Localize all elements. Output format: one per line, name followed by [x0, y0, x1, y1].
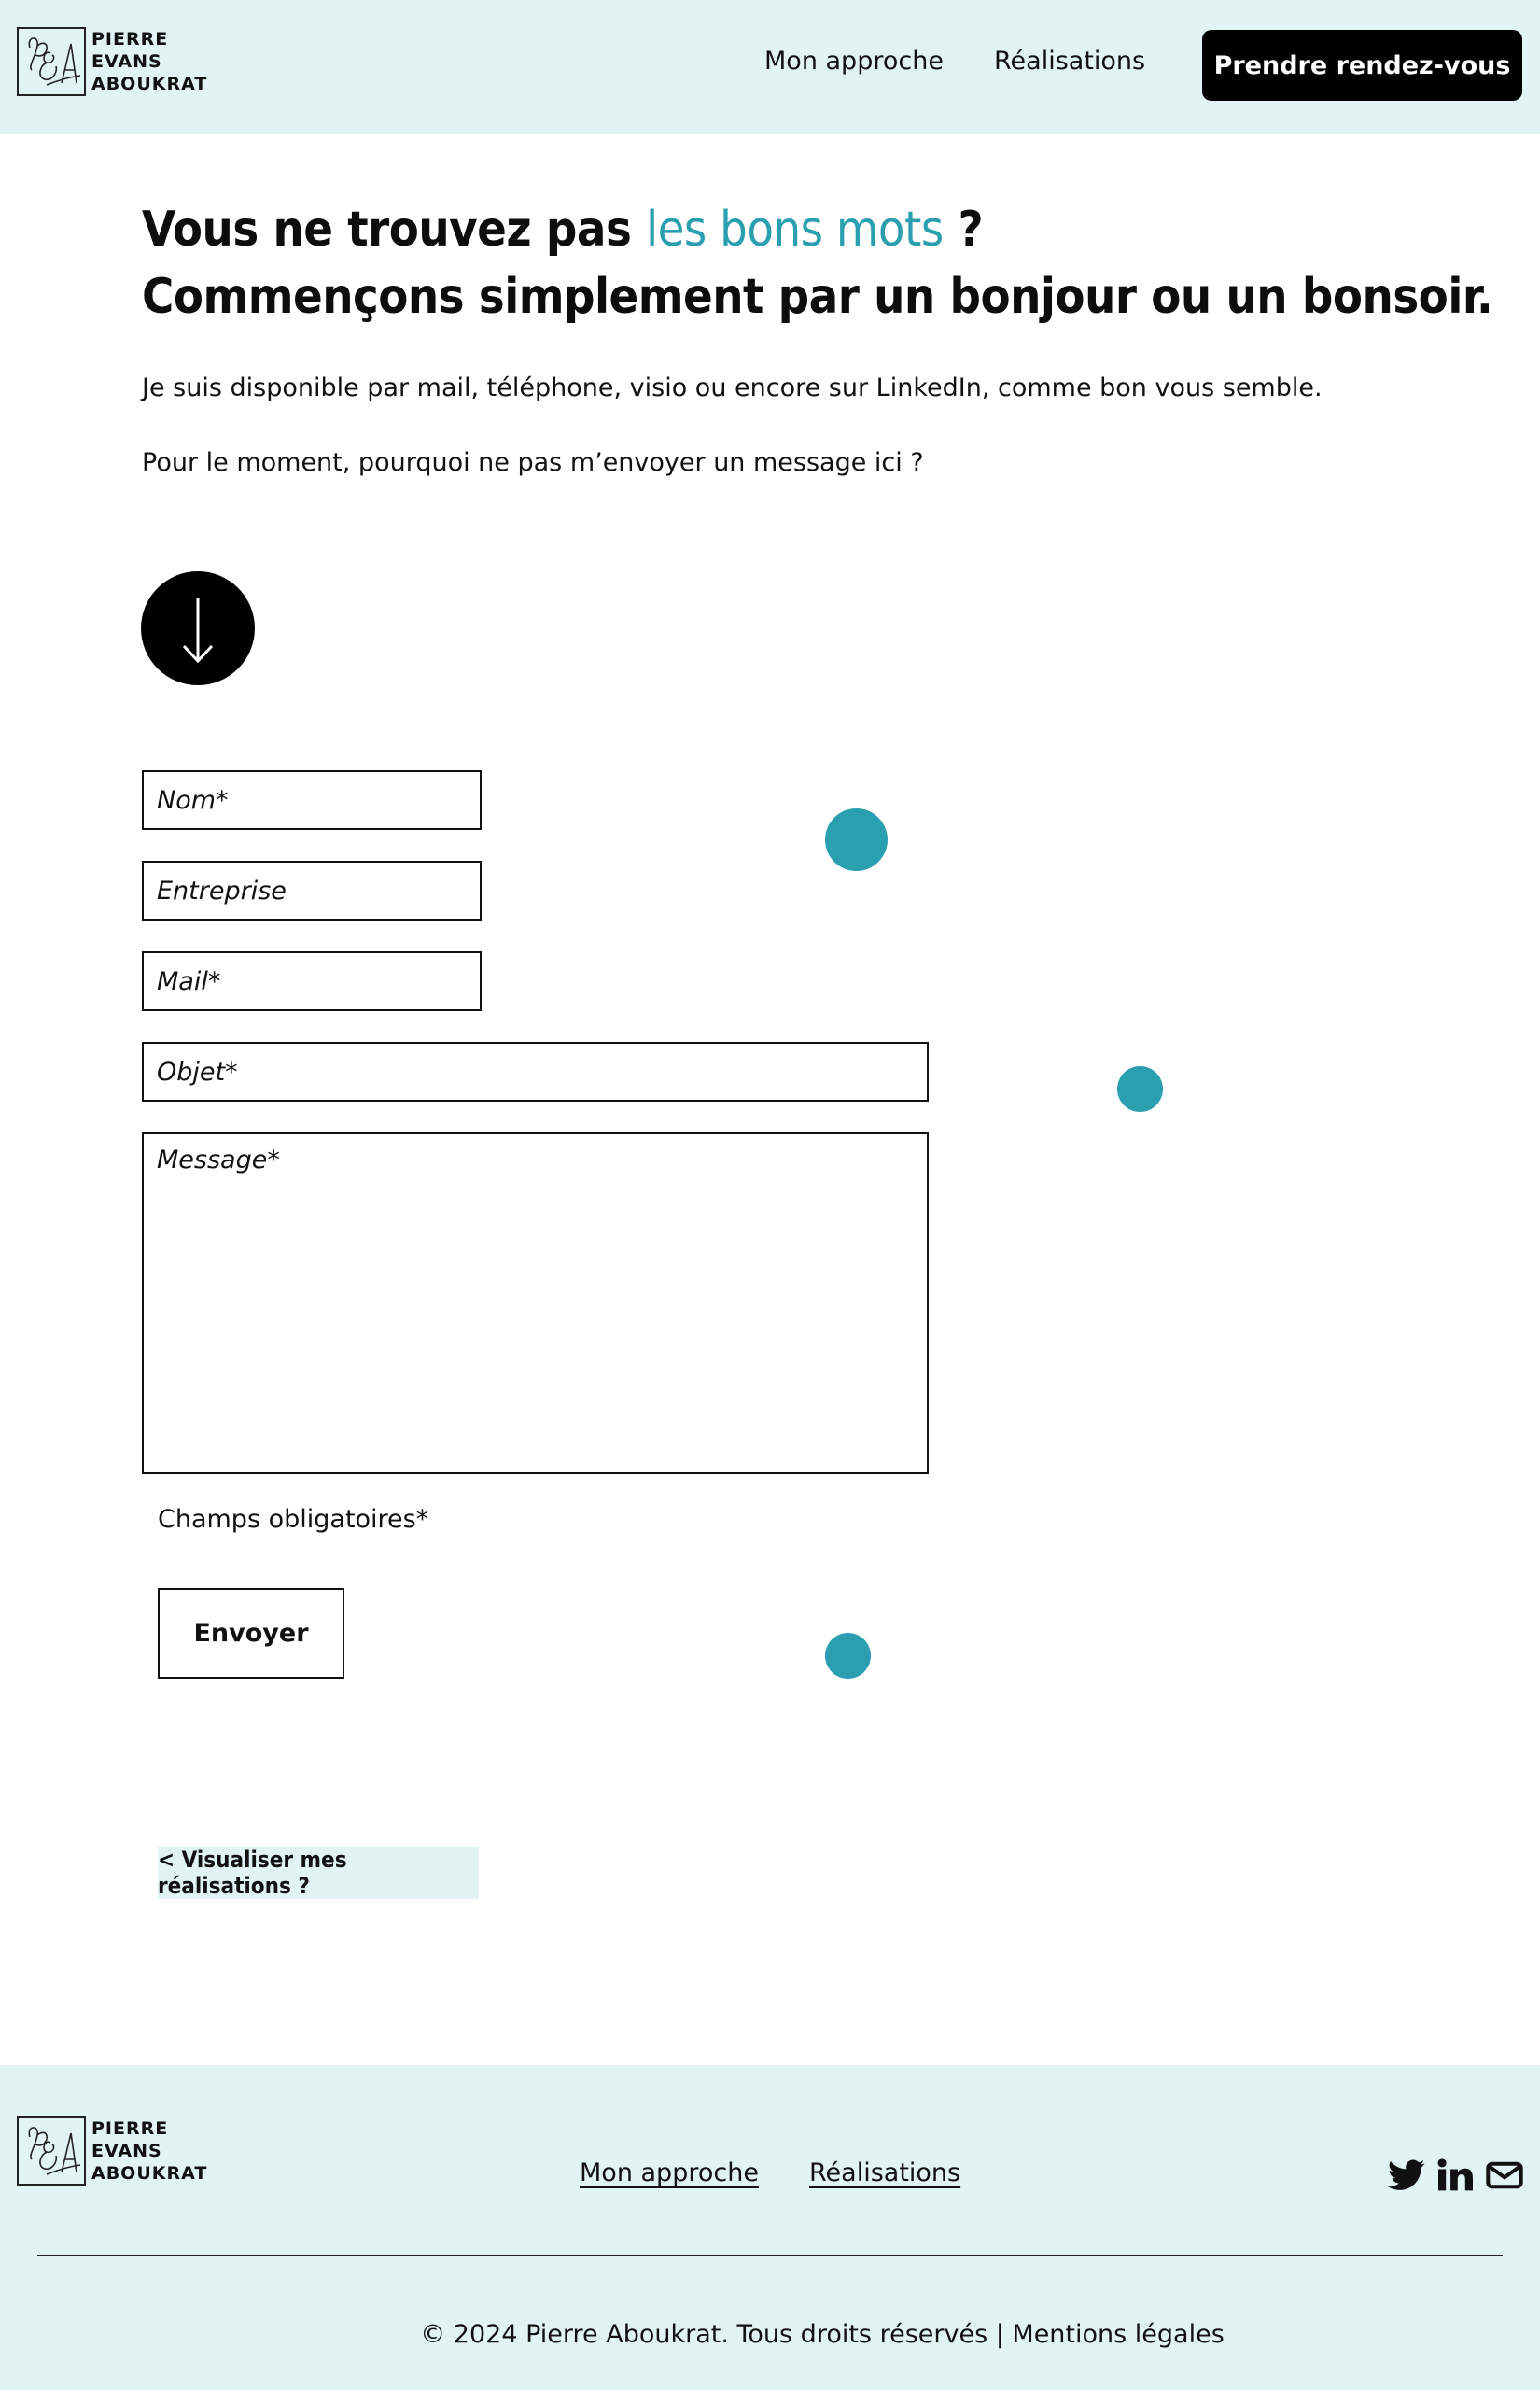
- subject-field[interactable]: [142, 1042, 929, 1102]
- mail-icon[interactable]: [1486, 2158, 1523, 2196]
- footer-link-mon-approche[interactable]: Mon approche: [580, 2158, 759, 2187]
- name-field[interactable]: [142, 770, 482, 830]
- title-line-2: Commençons simplement par un bonjour ou un bonsoir.: [142, 269, 1493, 325]
- logo-wordmark: [91, 2117, 207, 2185]
- logo-monogram-icon: [17, 27, 86, 96]
- site-header: [0, 0, 1540, 134]
- copyright-text: © 2024 Pierre Aboukrat. Tous droits réservés | Mentions légales: [420, 2320, 1225, 2349]
- title-part-1: Vous ne trouvez pas: [142, 202, 647, 258]
- decorative-dot: [825, 808, 888, 871]
- logo-line-1: PIERRE: [91, 2118, 169, 2139]
- logo-monogram-icon: [17, 2116, 86, 2186]
- logo-line-2: EVANS: [91, 2141, 162, 2161]
- logo-line-3: ABOUKRAT: [91, 2163, 208, 2184]
- send-button[interactable]: Envoyer: [158, 1588, 344, 1679]
- book-appointment-button[interactable]: Prendre rendez-vous: [1202, 30, 1522, 101]
- nav-link-mon-approche[interactable]: Mon approche: [764, 47, 944, 76]
- required-fields-note: Champs obligatoires*: [158, 1505, 429, 1534]
- logo[interactable]: [17, 27, 207, 96]
- logo-line-3: ABOUKRAT: [91, 74, 208, 94]
- logo-line-2: EVANS: [91, 51, 162, 72]
- intro-availability: Je suis disponible par mail, téléphone, visio ou encore sur LinkedIn, comme bon vous semble.: [142, 373, 1323, 402]
- footer-link-realisations[interactable]: Réalisations: [809, 2158, 961, 2187]
- title-accent: les bons mots: [646, 202, 944, 258]
- logo-wordmark: [91, 28, 207, 95]
- decorative-dot: [825, 1633, 871, 1679]
- title-part-2: ?: [943, 202, 984, 258]
- decorative-dot: [1117, 1066, 1163, 1112]
- arrow-down-icon: [141, 571, 255, 685]
- twitter-icon[interactable]: [1388, 2158, 1425, 2196]
- linkedin-icon[interactable]: [1436, 2158, 1474, 2196]
- email-field[interactable]: [142, 951, 482, 1011]
- message-field[interactable]: [142, 1132, 929, 1474]
- view-realisations-link[interactable]: < Visualiser mes réalisations ?: [158, 1847, 479, 1899]
- nav-link-realisations[interactable]: Réalisations: [994, 47, 1146, 76]
- footer-logo[interactable]: [17, 2116, 207, 2186]
- logo-line-1: PIERRE: [91, 29, 169, 49]
- page-title: [142, 196, 1492, 330]
- intro-message-prompt: Pour le moment, pourquoi ne pas m’envoyer un message ici ?: [142, 448, 924, 477]
- footer-divider: [37, 2255, 1503, 2256]
- company-field[interactable]: [142, 861, 482, 921]
